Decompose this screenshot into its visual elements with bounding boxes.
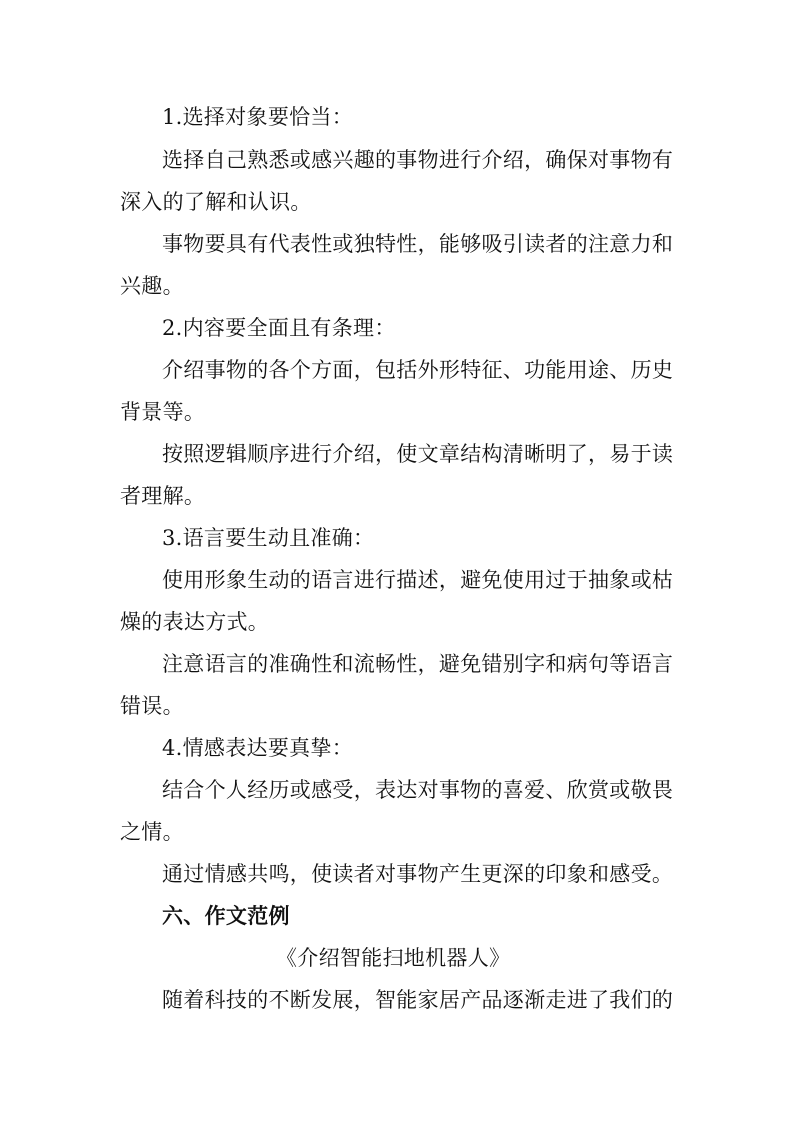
- paragraph-line: 选择自己熟悉或感兴趣的事物进行介绍，确保对事物有: [162, 148, 674, 172]
- paragraph-line: 随着科技的不断发展，智能家居产品逐渐走进了我们的: [162, 988, 674, 1012]
- paragraph-line: 通过情感共鸣，使读者对事物产生更深的印象和感受。: [162, 862, 674, 886]
- paragraph-line: 深入的了解和认识。: [120, 190, 312, 214]
- paragraph-line: 错误。: [120, 694, 184, 718]
- paragraph-line: 介绍事物的各个方面，包括外形特征、功能用途、历史: [162, 358, 674, 382]
- paragraph-line: 事物要具有代表性或独特性，能够吸引读者的注意力和: [162, 232, 674, 256]
- numbered-heading-2: 2.内容要全面且有条理：: [162, 316, 396, 340]
- paragraph-line: 背景等。: [120, 400, 206, 424]
- numbered-heading-4: 4.情感表达要真挚：: [162, 736, 354, 760]
- section-heading: 六、作文范例: [162, 904, 290, 928]
- numbered-heading-1: 1.选择对象要恰当：: [162, 105, 354, 129]
- paragraph-line: 结合个人经历或感受，表达对事物的喜爱、欣赏或敬畏: [162, 778, 674, 802]
- paragraph-line: 注意语言的准确性和流畅性，避免错别字和病句等语言: [162, 652, 674, 676]
- numbered-heading-3: 3.语言要生动且准确：: [162, 526, 375, 550]
- paragraph-line: 使用形象生动的语言进行描述，避免使用过于抽象或枯: [162, 568, 674, 592]
- paragraph-line: 者理解。: [120, 484, 206, 508]
- paragraph-line: 兴趣。: [120, 274, 184, 298]
- essay-title: 《介绍智能扫地机器人》: [276, 946, 511, 970]
- paragraph-line: 之情。: [120, 820, 184, 844]
- paragraph-line: 燥的表达方式。: [120, 610, 270, 634]
- paragraph-line: 按照逻辑顺序进行介绍，使文章结构清晰明了，易于读: [162, 442, 674, 466]
